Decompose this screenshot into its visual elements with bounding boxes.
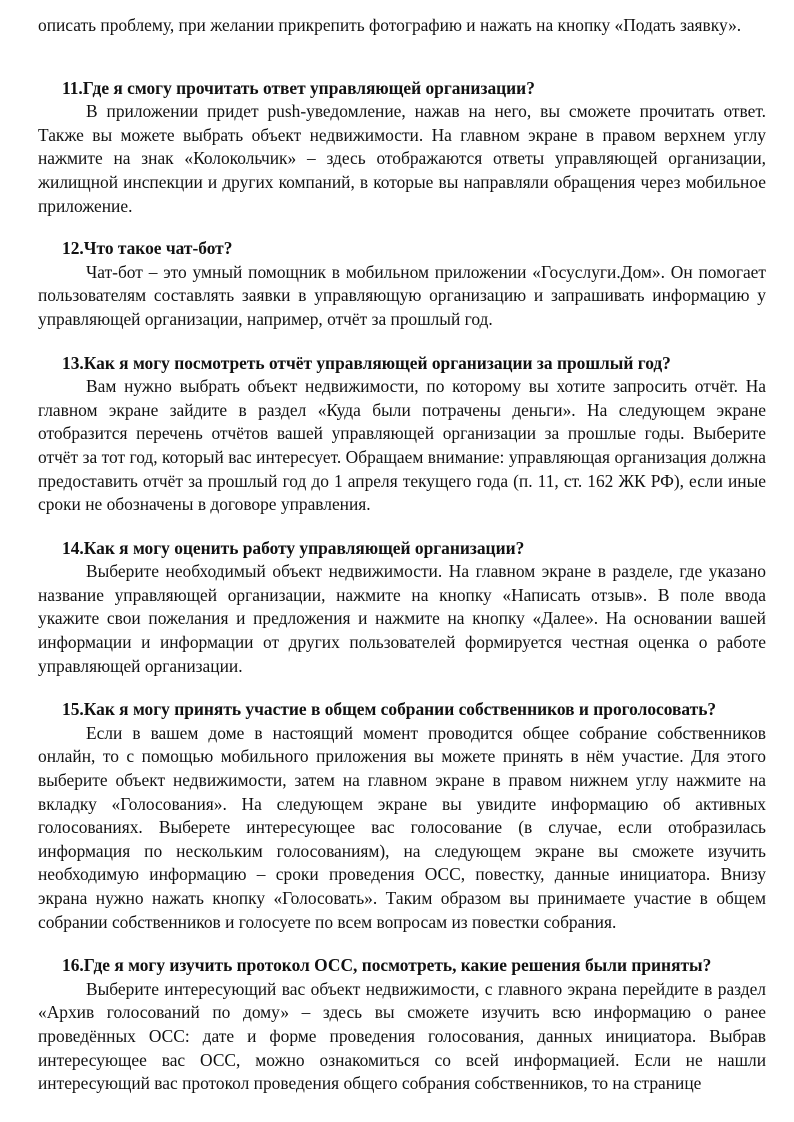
intro-paragraph: описать проблему, при желании прикрепить фотографию и нажать на кнопку «Подать заявку».: [38, 15, 742, 35]
faq-question-14: 14.Как я могу оценить работу управляющей организации?: [62, 537, 525, 558]
faq-answer-12: Чат-бот – это умный помощник в мобильном приложении «Госуслуги.Дом». Он помогает пользователям составлять заявки в управляющую организацию и запрашивать информацию у управляющей организации, например, отчёт за прошлый год.: [38, 261, 766, 329]
faq-answer-14: Выберите необходимый объект недвижимости. На главном экране в разделе, где указано название управляющей организации, нажмите на кнопку «Написать отзыв». В поле ввода укажите свои пожелания и предложения и нажмите на кнопку «Далее». На основании вашей информации и информации от других пользователей формируется честная оценка о работе управляющей организации.: [38, 561, 766, 676]
faq-section-16: [38, 954, 766, 1096]
faq-section-15: [38, 698, 766, 934]
faq-answer-13: Вам нужно выбрать объект недвижимости, по которому вы хотите запросить отчёт. На главном экране зайдите в раздел «Куда были потрачены деньги». На следующем экране отобразится перечень отчётов вашей управляющей организации за прошлые годы. Выберите отчёт за тот год, который вас интересует. Обращаем внимание: управляющая организация должна предоставить отчёт за прошлый год до 1 апреля текущего года (п. 11, ст. 162 ЖК РФ), если иные сроки не обозначены в договоре управления.: [38, 376, 766, 515]
document-page: [38, 14, 766, 1096]
faq-answer-11: В приложении придет push-уведомление, нажав на него, вы сможете прочитать ответ. Также вы можете выбрать объект недвижимости. На главном экране в правом верхнем углу нажмите на знак «Колокольчик» – здесь отображаются ответы управляющей организации, жилищной инспекции и других компаний, в которые вы направляли обращения через мобильное приложение.: [38, 101, 766, 216]
faq-section-14: [38, 537, 766, 679]
faq-section-13: [38, 352, 766, 517]
faq-question-12: 12.Что такое чат-бот?: [62, 238, 233, 259]
faq-section-12: [38, 237, 766, 331]
faq-section-11: [38, 77, 766, 219]
faq-question-11: 11.Где я смогу прочитать ответ управляющей организации?: [62, 77, 535, 98]
faq-question-13: 13.Как я могу посмотреть отчёт управляющей организации за прошлый год?: [62, 352, 671, 373]
faq-answer-16: Выберите интересующий вас объект недвижимости, с главного экрана перейдите в раздел «Архив голосований по дому» – здесь вы сможете изучить всю информацию о ранее проведённых ОСС: дате и форме проведения голосования, данных инициатора. Выбрав интересующее вас ОСС, можно ознакомиться со всей информацией. Если не нашли интересующий вас протокол проведения общего собрания собственников, то на странице: [38, 978, 766, 1094]
faq-question-16: 16.Где я могу изучить протокол ОСС, посмотреть, какие решения были приняты?: [62, 955, 712, 976]
faq-answer-15: Если в вашем доме в настоящий момент проводится общее собрание собственников онлайн, то с помощью мобильного приложения вы можете принять в нём участие. Для этого выберите объект недвижимости, затем на главном экране в правом нижнем углу нажмите на вкладку «Голосования». На следующем экране вы увидите информацию об активных голосованиях. Выберете интересующее вас голосование (в случае, если отобразилась информация по нескольким голосованиям), на следующем экране вы сможете изучить необходимую информацию – сроки проведения ОСС, повестку, данные инициатора. Внизу экрана нужно нажать кнопку «Голосовать». Таким образом вы принимаете участие в общем собрании собственников и голосуете по всем вопросам из повестки собрания.: [38, 722, 766, 932]
faq-question-15: 15.Как я могу принять участие в общем собрании собственников и проголосовать?: [62, 699, 717, 720]
